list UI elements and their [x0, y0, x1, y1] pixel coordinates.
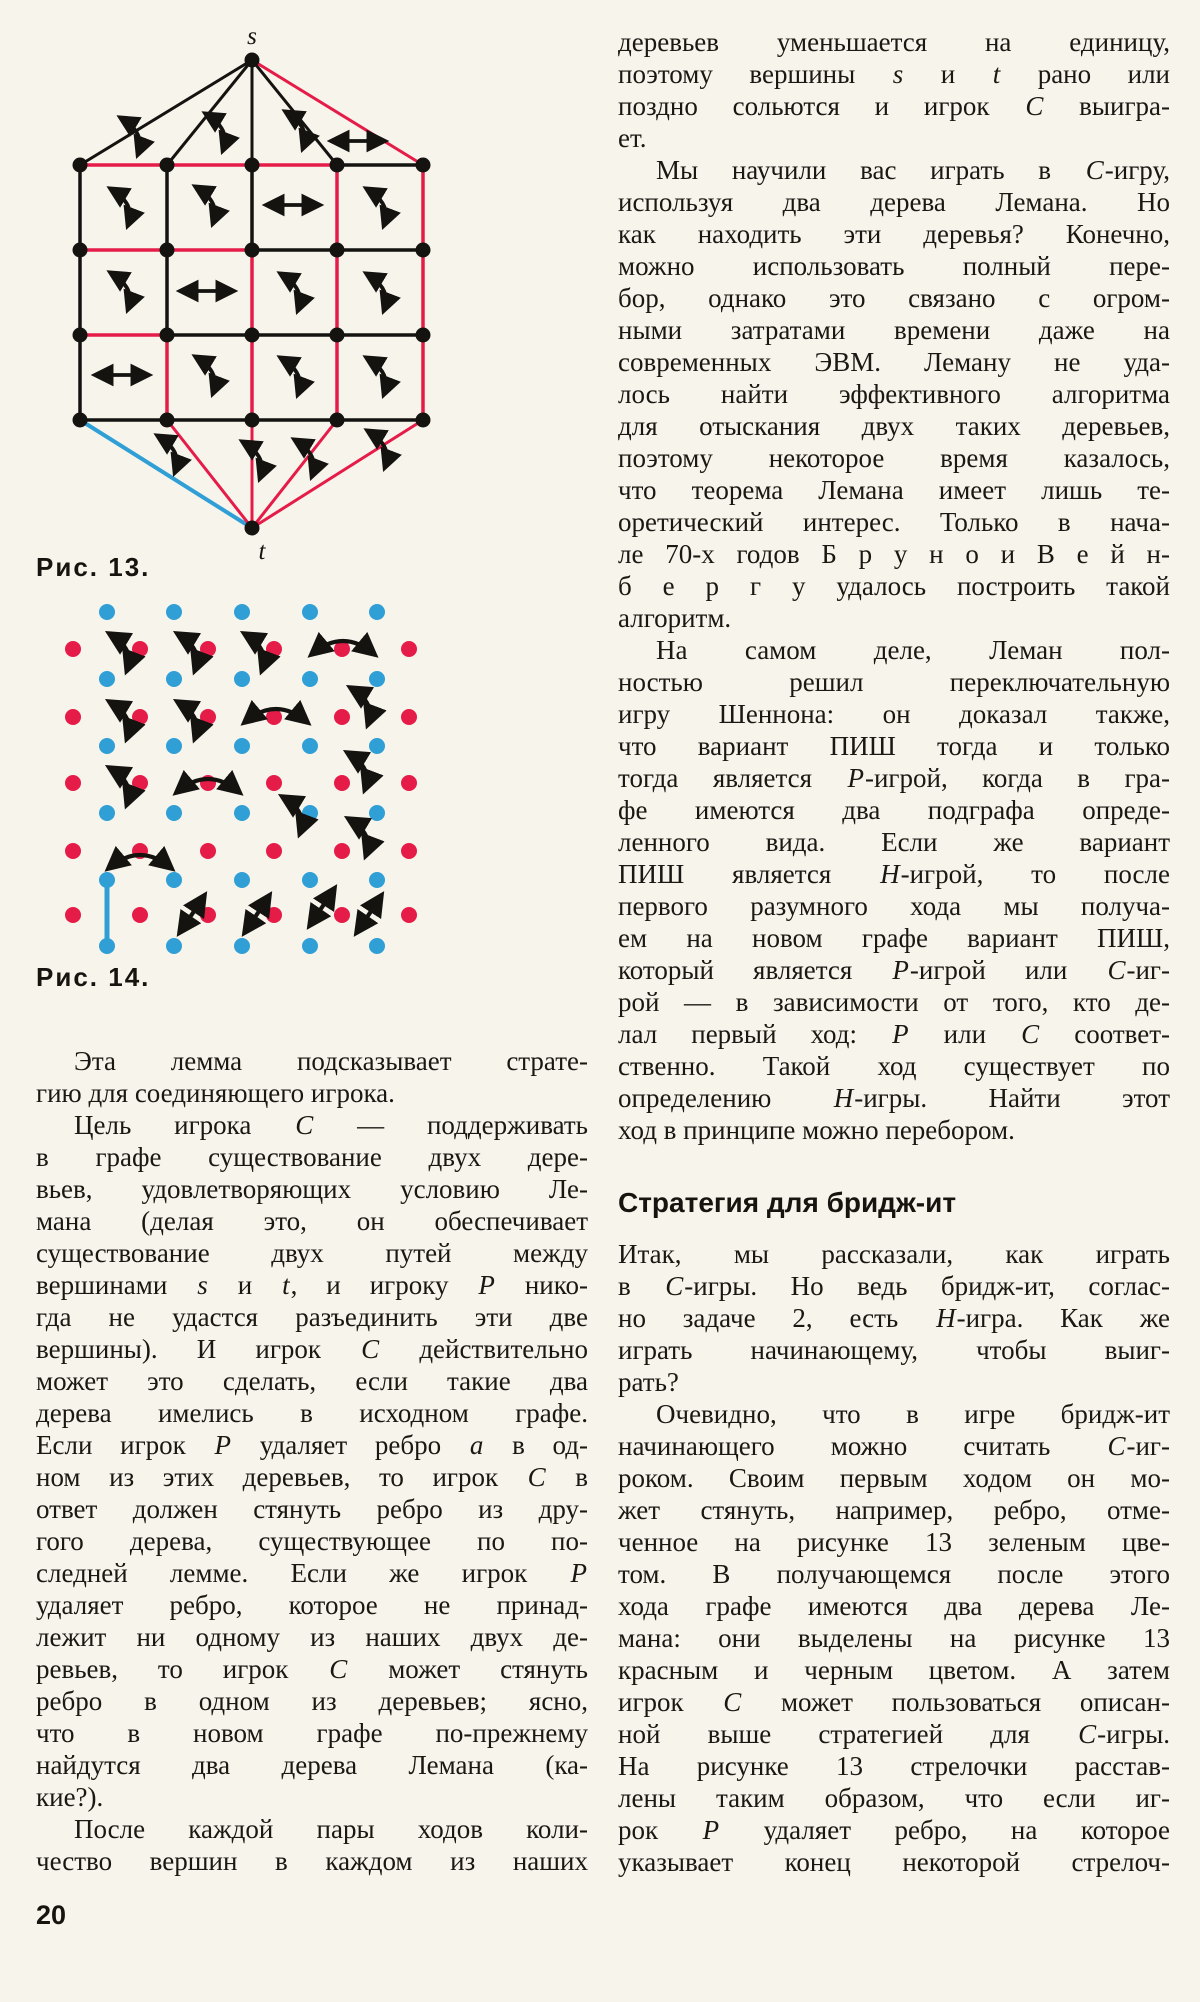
graph-vertex: [302, 872, 318, 888]
text-line: ем на новом графе вариант ПИШ,: [618, 923, 1170, 953]
move-arrow: [196, 357, 215, 393]
graph-edge: [80, 60, 252, 165]
text-line: как находить эти деревья? Конечно,: [618, 219, 1170, 249]
graph-vertex: [160, 328, 175, 343]
graph-vertex: [245, 413, 260, 428]
text-line: Эта лемма подсказывает страте-: [74, 1046, 588, 1076]
right-column: [618, 26, 1170, 1878]
move-arrow: [110, 634, 129, 670]
move-arrow: [367, 358, 386, 394]
graph-vertex: [234, 872, 250, 888]
text-line: деревьев уменьшается на единицу,: [618, 27, 1170, 57]
graph-vertex: [65, 709, 81, 725]
graph-vertex: [266, 907, 282, 923]
graph-vertex: [65, 775, 81, 791]
text-line: играть начинающему, чтобы выиг-: [618, 1335, 1170, 1365]
text-line: лежит ни одному из наших двух де-: [36, 1622, 588, 1652]
text-line: что вариант ПИШ тогда и только: [618, 731, 1170, 761]
text-line: Очевидно, что в игре бридж-ит: [656, 1399, 1170, 1429]
graph-vertex: [330, 328, 345, 343]
figure-13: [30, 8, 480, 563]
graph-vertex: [302, 604, 318, 620]
graph-vertex: [99, 872, 115, 888]
text-line: ном из этих деревьев, то игрок C в: [36, 1462, 588, 1492]
text-line: чество вершин в каждом из наших: [36, 1846, 588, 1876]
text-line: гию для соединяющего игрока.: [36, 1078, 395, 1108]
move-arrow: [158, 436, 177, 472]
graph-vertex: [416, 158, 431, 173]
text-line: рать?: [618, 1367, 679, 1397]
text-line: поздно сольются и игрок C выигра-: [618, 91, 1170, 121]
graph-vertex: [99, 604, 115, 620]
graph-vertex: [401, 843, 417, 859]
graph-edge: [252, 420, 423, 528]
graph-vertex: [330, 413, 345, 428]
text-line: ственно. Такой ход существует по: [618, 1051, 1170, 1081]
text-line: что теорема Лемана имеет лишь те-: [618, 475, 1170, 505]
graph-vertex: [65, 641, 81, 657]
graph-vertex: [200, 907, 216, 923]
graph-vertex: [166, 671, 182, 687]
text-line: поэтому вершины s и t рано или: [618, 59, 1170, 89]
figure-13-caption: Рис. 13.: [36, 552, 151, 582]
text-line: современных ЭВМ. Леману не уда-: [618, 347, 1170, 377]
text-line: лось найти эффективного алгоритма: [618, 379, 1170, 409]
move-arrow: [349, 819, 368, 855]
move-arrow: [110, 768, 129, 804]
move-arrow: [351, 688, 370, 724]
text-line: дерева имелись в исходном графе.: [36, 1398, 588, 1428]
graph-vertex: [166, 805, 182, 821]
vertex-label: s: [247, 23, 257, 50]
graph-vertex: [166, 938, 182, 954]
text-line: мана (делая это, он обеспечивает: [36, 1206, 588, 1236]
move-arrow: [281, 274, 300, 310]
text-line: в графе существование двух дере-: [36, 1142, 588, 1172]
graph-vertex: [160, 158, 175, 173]
text-line: вьев, удовлетворяющих условию Ле-: [36, 1174, 588, 1204]
text-line: гда не удастся разъединить эти две: [36, 1302, 588, 1332]
page-number: 20: [36, 1900, 67, 1930]
graph-vertex: [73, 158, 88, 173]
graph-vertex: [330, 158, 345, 173]
graph-edge: [252, 420, 337, 528]
text-line: хода графе имеются два дерева Ле-: [618, 1591, 1170, 1621]
graph-vertex: [369, 738, 385, 754]
move-arrow: [111, 273, 130, 309]
move-arrow: [245, 634, 264, 670]
text-line: лал первый ход: P или C соответ-: [618, 1019, 1170, 1049]
move-arrow: [310, 889, 334, 925]
graph-edge: [252, 60, 423, 165]
text-line: игрок C может пользоваться описан-: [618, 1687, 1170, 1717]
right-column-text-bottom: [618, 1238, 1170, 1878]
text-line: ными затратами времени даже на: [618, 315, 1170, 345]
graph-vertex: [334, 843, 350, 859]
graph-vertex: [416, 413, 431, 428]
text-line: кие?).: [36, 1782, 104, 1812]
text-line: На рисунке 13 стрелочки расстав-: [618, 1751, 1170, 1781]
graph-edge: [80, 420, 252, 528]
text-line: следней лемме. Если же игрок P: [36, 1558, 587, 1588]
text-line: начинающего можно считать C-иг-: [618, 1431, 1170, 1461]
move-arrow: [286, 112, 305, 148]
vertex-label: t: [258, 538, 266, 563]
graph-vertex: [99, 671, 115, 687]
graph-vertex: [245, 328, 260, 343]
graph-vertex: [166, 738, 182, 754]
graph-vertex: [266, 843, 282, 859]
graph-vertex: [330, 243, 345, 258]
graph-edge: [167, 420, 252, 528]
move-arrow: [109, 855, 171, 868]
left-column: [36, 1045, 588, 1877]
graph-vertex: [132, 709, 148, 725]
text-line: ет.: [618, 123, 647, 153]
text-line: рой — в зависимости от того, кто де-: [618, 987, 1170, 1017]
text-line: ребро в одном из деревьев; ясно,: [36, 1686, 588, 1716]
text-line: для отыскания двух таких деревьев,: [618, 411, 1170, 441]
text-line: удаляет ребро, которое не принад-: [36, 1590, 588, 1620]
graph-vertex: [99, 938, 115, 954]
graph-vertex: [160, 243, 175, 258]
graph-vertex: [234, 738, 250, 754]
text-line: гого дерева, существующее по по-: [36, 1526, 588, 1556]
text-line: тогда является P-игрой, когда в гра-: [618, 763, 1170, 793]
graph-vertex: [334, 907, 350, 923]
graph-vertex: [302, 671, 318, 687]
move-arrow: [245, 896, 269, 932]
graph-vertex: [99, 805, 115, 821]
text-line: На самом деле, Леман пол-: [656, 635, 1170, 665]
text-line: используя два дерева Лемана. Но: [618, 187, 1170, 217]
graph-vertex: [401, 907, 417, 923]
graph-vertex: [416, 328, 431, 343]
move-arrow: [110, 702, 129, 738]
graph-vertex: [369, 604, 385, 620]
graph-vertex: [302, 805, 318, 821]
text-line: вершины). И игрок C действительно: [36, 1334, 588, 1364]
text-line: бор, однако это связано с огром-: [618, 283, 1170, 313]
graph-vertex: [73, 328, 88, 343]
graph-vertex: [245, 158, 260, 173]
text-line: том. В получающемся после этого: [618, 1559, 1170, 1589]
graph-vertex: [234, 805, 250, 821]
graph-vertex: [166, 604, 182, 620]
graph-vertex: [334, 709, 350, 725]
text-line: в C-игры. Но ведь бридж-ит, соглас-: [618, 1271, 1170, 1301]
figure-14: [30, 590, 470, 965]
section-heading: Стратегия для бридж-ит: [618, 1187, 957, 1218]
graph-vertex: [160, 413, 175, 428]
graph-vertex: [234, 604, 250, 620]
text-line: мана: они выделены на рисунке 13: [618, 1623, 1170, 1653]
text-line: игру Шеннона: он доказал также,: [618, 699, 1170, 729]
move-arrow: [367, 189, 386, 225]
graph-vertex: [416, 243, 431, 258]
graph-vertex: [369, 805, 385, 821]
text-line: Мы научили вас играть в C-игру,: [656, 155, 1170, 185]
text-line: Итак, мы рассказали, как играть: [618, 1239, 1170, 1269]
graph-vertex: [132, 775, 148, 791]
text-line: рок P удаляет ребро, на которое: [618, 1815, 1170, 1845]
graph-vertex: [245, 521, 260, 536]
graph-vertex: [302, 938, 318, 954]
figure-14-lattice: [30, 590, 470, 965]
text-line: поэтому некоторое время казалось,: [618, 443, 1170, 473]
text-line: ной выше стратегией для C-игры.: [618, 1719, 1170, 1749]
text-line: можно использовать полный пере-: [618, 251, 1170, 281]
move-arrow: [196, 187, 215, 223]
text-line: может это сделать, если такие два: [36, 1366, 588, 1396]
move-arrow: [206, 114, 225, 150]
text-line: но задаче 2, есть H-игра. Как же: [618, 1303, 1170, 1333]
text-line: оретический интерес. Только в нача-: [618, 507, 1170, 537]
graph-vertex: [65, 843, 81, 859]
graph-vertex: [266, 641, 282, 657]
text-line: вершинами s и t, и игроку P нико-: [36, 1270, 588, 1300]
graph-vertex: [234, 938, 250, 954]
text-line: Если игрок P удаляет ребро a в од-: [36, 1430, 588, 1460]
figure-13-graph: [30, 8, 480, 563]
text-line: существование двух путей между: [36, 1238, 588, 1268]
graph-vertex: [99, 738, 115, 754]
graph-vertex: [200, 709, 216, 725]
text-line: красным и черным цветом. А затем: [618, 1655, 1170, 1685]
right-column-text-top: [618, 26, 1170, 1146]
graph-vertex: [234, 671, 250, 687]
move-arrow: [121, 118, 140, 154]
text-line: ход в принципе можно перебором.: [618, 1115, 1015, 1145]
text-line: первого разумного хода мы получа-: [618, 891, 1170, 921]
move-arrow: [178, 634, 197, 670]
text-line: лены таким образом, что если иг-: [618, 1783, 1170, 1813]
text-line: После каждой пары ходов коли-: [74, 1814, 588, 1844]
move-arrow: [283, 797, 302, 833]
text-line: который является P-игрой или C-иг-: [618, 955, 1170, 985]
text-line: роком. Своим первым ходом он мо-: [618, 1463, 1170, 1493]
text-line: жет стянуть, например, ребро, отме-: [618, 1495, 1170, 1525]
text-line: ленного вида. Если же вариант: [618, 827, 1170, 857]
text-line: ле 70-х годов Б р у н о и В е й н-: [618, 539, 1170, 569]
move-arrow: [111, 189, 130, 225]
graph-vertex: [132, 641, 148, 657]
graph-vertex: [73, 413, 88, 428]
figure-14-caption: Рис. 14.: [36, 962, 151, 992]
graph-vertex: [73, 243, 88, 258]
graph-vertex: [166, 872, 182, 888]
text-line: ответ должен стянуть ребро из дру-: [36, 1494, 588, 1524]
move-arrow: [348, 753, 367, 789]
graph-vertex: [401, 775, 417, 791]
text-line: фе имеются два подграфа опреде-: [618, 795, 1170, 825]
graph-vertex: [132, 907, 148, 923]
text-line: ревьев, то игрок C может стянуть: [36, 1654, 588, 1684]
text-line: алгоритм.: [618, 603, 732, 633]
graph-vertex: [369, 671, 385, 687]
graph-vertex: [245, 53, 260, 68]
text-line: б е р г у удалось построить такой: [618, 571, 1170, 601]
graph-vertex: [401, 709, 417, 725]
move-arrow: [367, 274, 386, 310]
move-arrow: [357, 896, 381, 932]
graph-vertex: [266, 775, 282, 791]
move-arrow: [178, 702, 197, 738]
graph-vertex: [401, 641, 417, 657]
graph-vertex: [65, 907, 81, 923]
move-arrow: [281, 358, 300, 394]
graph-vertex: [200, 641, 216, 657]
text-line: ностью решил переключательную: [618, 667, 1170, 697]
graph-edge: [252, 60, 337, 165]
text-line: Цель игрока C — поддерживать: [74, 1110, 588, 1140]
text-line: ченное на рисунке 13 зеленым цве-: [618, 1527, 1170, 1557]
text-line: ПИШ является H-игрой, то после: [618, 859, 1170, 889]
text-line: указывает конец некоторой стрелоч-: [618, 1847, 1170, 1877]
text-line: определению H-игры. Найти этот: [618, 1083, 1170, 1113]
graph-vertex: [200, 843, 216, 859]
graph-vertex: [369, 872, 385, 888]
text-line: найдутся два дерева Лемана (ка-: [36, 1750, 588, 1780]
graph-edge: [167, 60, 252, 165]
graph-vertex: [302, 738, 318, 754]
graph-vertex: [245, 243, 260, 258]
text-line: что в новом графе по-прежнему: [36, 1718, 588, 1748]
graph-vertex: [334, 775, 350, 791]
graph-vertex: [369, 938, 385, 954]
